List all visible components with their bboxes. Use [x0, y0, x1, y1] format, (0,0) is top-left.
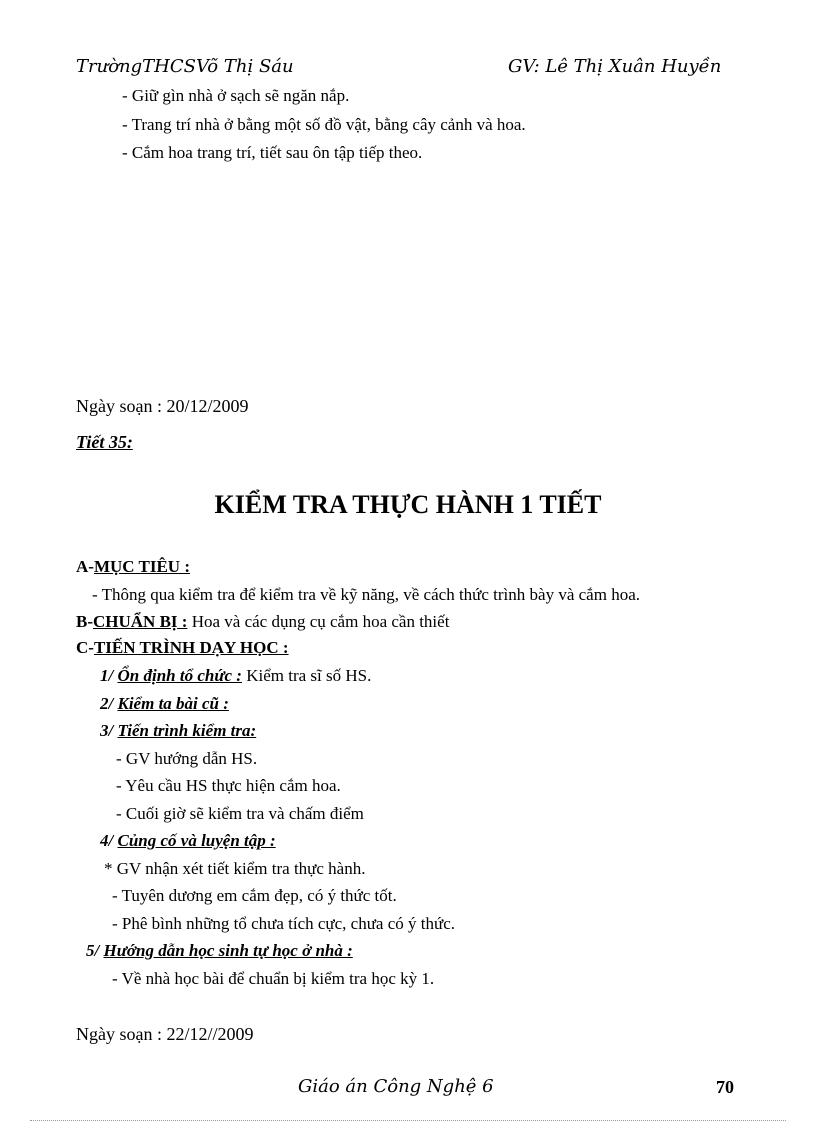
list-item: - Yêu cầu HS thực hiện cắm hoa.	[116, 776, 341, 795]
step-2-heading: Kiểm ta bài cũ :	[117, 694, 229, 713]
step-1-num: 1/	[100, 666, 118, 685]
step-3-heading: Tiến trình kiểm tra:	[117, 721, 257, 740]
list-item: - Giữ gìn nhà ở sạch sẽ ngăn nắp.	[122, 86, 350, 105]
page-number: 70	[716, 1077, 734, 1097]
step-1-heading: Ổn định tổ chức :	[117, 666, 242, 685]
section-b-title: CHUẨN BỊ :	[93, 612, 188, 631]
section-b	[76, 612, 449, 632]
step-5-num: 5/	[86, 941, 104, 960]
list-item: - Tuyên dương em cắm đẹp, có ý thức tốt.	[112, 886, 397, 905]
step-5	[86, 941, 353, 961]
section-c-heading	[76, 638, 289, 658]
section-a-prefix: A-	[76, 557, 94, 576]
list-item: - Trang trí nhà ở bằng một số đồ vật, bằng cây cảnh và hoa.	[122, 115, 526, 134]
header-teacher: GV: Lê Thị Xuân Huyền	[508, 56, 722, 77]
list-item: - Cuối giờ sẽ kiểm tra và chấm điểm	[116, 804, 364, 823]
step-2-num: 2/	[100, 694, 118, 713]
step-1-content: Kiểm tra sĩ số HS.	[241, 666, 372, 685]
step-3-num: 3/	[100, 721, 118, 740]
step-1	[100, 666, 371, 686]
section-a-title: MỤC TIÊU :	[93, 557, 190, 576]
lesson-number: Tiết 35:	[76, 432, 133, 452]
list-item: - Phê bình những tổ chưa tích cực, chưa có ý thức.	[112, 914, 456, 933]
step-4-num: 4/	[100, 831, 118, 850]
section-b-content: Hoa và các dụng cụ cắm hoa cần thiết	[187, 612, 450, 631]
list-item: - Cắm hoa trang trí, tiết sau ôn tập tiếp theo.	[122, 143, 423, 162]
footer-divider	[30, 1120, 786, 1121]
step-3	[100, 721, 256, 741]
section-a-heading	[76, 557, 190, 577]
date-prepared-2: Ngày soạn : 22/12//2009	[76, 1024, 254, 1044]
step-4-heading: Củng cố và luyện tập :	[117, 831, 276, 850]
date-prepared: Ngày soạn : 20/12/2009	[76, 396, 249, 416]
page-title: KIỂM TRA THỰC HÀNH 1 TIẾT	[214, 490, 602, 519]
list-item: - GV hướng dẫn HS.	[116, 749, 258, 768]
list-item: * GV nhận xét tiết kiểm tra thực hành.	[104, 859, 366, 878]
step-4	[100, 831, 276, 851]
section-b-prefix: B-	[76, 612, 93, 631]
step-2	[100, 694, 229, 714]
step-5-heading: Hướng dẫn học sinh tự học ở nhà :	[103, 941, 353, 960]
section-c-prefix: C-	[76, 638, 94, 657]
header-school: TrườngTHCSVõ Thị Sáu	[76, 56, 294, 77]
section-a-content: - Thông qua kiểm tra để kiểm tra về kỹ năng, về cách thức trình bày và cắm hoa.	[92, 585, 640, 604]
list-item: - Về nhà học bài để chuẩn bị kiểm tra học kỳ 1.	[112, 969, 435, 988]
section-c-title: TIẾN TRÌNH DẠY HỌC :	[93, 638, 289, 657]
footer-title: Giáo án Công Nghệ 6	[298, 1076, 494, 1097]
